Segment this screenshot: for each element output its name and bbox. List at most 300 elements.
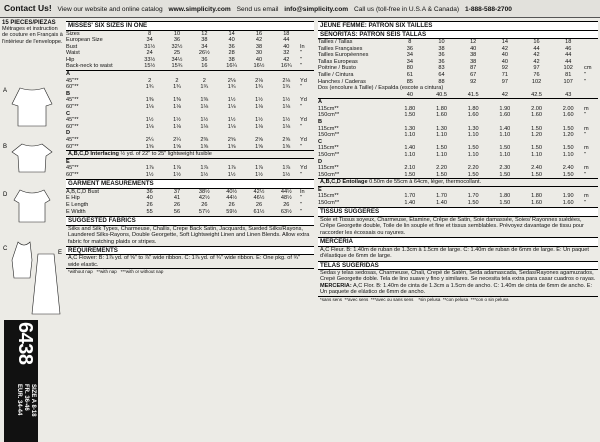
cell-value: 1½ (200, 171, 209, 178)
cell-value: 34 (146, 37, 153, 44)
cell-value: 1½ (173, 117, 181, 124)
cell-value: 1.50 (404, 112, 416, 119)
table-row (318, 52, 598, 59)
row-label: Back-neck to waist (66, 63, 113, 70)
dos-value: 42.5 (531, 91, 542, 98)
cell-value: 36 (173, 37, 181, 44)
table-row (318, 112, 598, 119)
cell-value: 1⅞ (282, 165, 291, 172)
row-label: Poitrine / Busto (318, 65, 356, 72)
cell-value: 2 (202, 77, 206, 84)
cell-value: 107 (563, 78, 573, 85)
row-label: Sizes (66, 30, 80, 37)
cell-value: 42 (533, 52, 540, 59)
cell-value: 1.40 (436, 199, 447, 206)
view-label: E (318, 186, 322, 193)
view-label: C (66, 110, 71, 117)
cell-value: 25 (173, 50, 181, 57)
jeune-femme-panel (318, 20, 598, 303)
row-label: 150cm** (318, 199, 340, 206)
unit-label: " (299, 202, 302, 209)
cell-value: 1¾ (282, 84, 291, 91)
row-label: A,B,C,D Bust (66, 188, 99, 195)
cell-value: 1⅝ (145, 143, 154, 150)
cell-value: 64 (438, 71, 445, 78)
cell-value: 1.50 (531, 171, 542, 178)
view-d-top-sketch (14, 190, 50, 222)
cell-value: 34 (201, 43, 208, 50)
cell-value: 1.50 (467, 171, 479, 178)
cell-value: 40 (283, 43, 290, 50)
cell-value: 2 (175, 77, 179, 84)
cell-value: 1⅞ (200, 165, 209, 172)
cell-value: 2 (148, 77, 152, 84)
cell-value: 2⅝ (227, 137, 236, 143)
row-label: 150cm** (318, 112, 340, 119)
cell-value: 1⅜ (200, 97, 209, 104)
misses-size-chart (66, 31, 314, 71)
cell-value: 1.10 (499, 132, 511, 139)
cell-value: 48½ (280, 195, 292, 202)
misses-panel (66, 20, 314, 276)
cell-value: 40 (501, 58, 508, 65)
cell-value: 1⅝ (173, 143, 181, 150)
unit-label: m (584, 145, 589, 152)
view-label: D (318, 158, 323, 165)
cell-value: 31½ (144, 43, 156, 50)
misses-yardage (66, 71, 314, 150)
cell-value: 1.10 (436, 132, 447, 139)
cell-value: 38 (255, 43, 263, 50)
cell-value: 10 (438, 39, 445, 45)
unit-label: m (584, 105, 589, 112)
cell-value: 44½ (280, 188, 292, 195)
table-row (318, 200, 598, 207)
cell-value: 1.10 (562, 151, 574, 158)
cell-value: 38 (470, 58, 477, 65)
dos-value: 43 (565, 91, 572, 98)
table-row (318, 46, 598, 53)
cell-value: 67 (470, 71, 477, 78)
garment-measurements-header: GARMENT MEASUREMENTS (66, 179, 314, 189)
cell-value: 30 (255, 50, 263, 57)
row-label: 115cm** (318, 145, 339, 152)
unit-label (300, 37, 314, 44)
cell-value: 40 (228, 37, 235, 44)
table-row (318, 59, 598, 66)
cell-value: 16½ (253, 63, 265, 70)
cell-value: 38 (438, 45, 445, 52)
cell-value: 24 (146, 50, 153, 57)
cell-value: 1⅞ (227, 165, 236, 172)
cell-value: 38 (228, 56, 235, 63)
cell-value: 16¼ (226, 63, 238, 70)
view-a-top-sketch (12, 88, 52, 126)
table-row (318, 39, 598, 46)
unit-label: " (584, 78, 587, 85)
view-letter-a: A (3, 88, 8, 94)
cell-value: 36 (438, 58, 445, 65)
cell-value: 1⅜ (145, 97, 154, 104)
cell-value: 38½ (198, 188, 210, 195)
cell-value: 1⅛ (145, 123, 154, 130)
cell-value: 40½ (226, 188, 238, 195)
cell-value: 1.10 (436, 151, 447, 158)
pattern-size-label: SIZE A 8-18 (30, 384, 36, 417)
unit-label: " (299, 84, 302, 91)
cell-value: 2⅛ (255, 77, 263, 84)
cell-value: 15½ (144, 63, 156, 70)
cell-value: 2⅝ (255, 137, 263, 143)
requirements-header: REQUIREMENTS (66, 246, 314, 256)
footnote-avec-sens: **avec sens (344, 296, 369, 302)
cell-value: 26 (228, 202, 235, 209)
cell-value: 1.50 (467, 199, 479, 206)
row-label: 45"** (66, 165, 79, 172)
cell-value: 1.10 (467, 132, 479, 139)
cell-value: 1.20 (562, 132, 574, 139)
cell-value: 26 (255, 202, 263, 209)
row-label: Bust (66, 43, 78, 50)
cell-value: 88 (438, 78, 445, 85)
interfacing-label: A,B,C,D Interfacing (68, 151, 119, 158)
unit-label: Yd (299, 97, 307, 104)
cell-value: 1.50 (531, 125, 542, 132)
cell-value: 1½ (255, 97, 263, 104)
cell-value: 44 (565, 58, 572, 65)
table-row (318, 79, 598, 86)
cell-value: 42½ (198, 195, 210, 202)
row-label: E Hip (66, 195, 80, 202)
cell-value: 1½ (200, 117, 209, 124)
cell-value: 2.00 (531, 105, 542, 112)
pattern-number: 6438 (14, 322, 36, 365)
cell-value: 36 (146, 188, 153, 195)
cell-value: 12 (470, 39, 477, 45)
cell-value: 1.10 (467, 151, 479, 158)
table-row (66, 124, 314, 131)
unit-label: m (584, 165, 589, 172)
cell-value: 2⅛ (282, 77, 291, 84)
table-row (318, 172, 598, 179)
footnote-with-nap: **with nap (96, 269, 117, 275)
cell-value: 87 (470, 65, 477, 72)
cell-value: 26 (146, 202, 153, 209)
cell-value: 1.50 (562, 125, 574, 132)
cell-value: 40 (470, 45, 477, 52)
cell-value: 1.80 (436, 105, 447, 112)
suggested-fabrics-text: Silks and Silk Types, Charmeuse, Challis, Crepe Back Satin, Jacquards, Sueded Silks/Rayons, Laundered Silks-Rayons, Double Georgette, Soft Lightweight Linen and Linen Blends. Allow extra fabric for matching plaids or stripes. (68, 225, 310, 245)
row-label: Tallas Europeas (318, 58, 358, 65)
cell-value: 1.90 (499, 105, 511, 112)
cell-value: 8 (148, 30, 152, 37)
row-label: Hanches / Caderas (318, 78, 366, 85)
cell-value: 33½ (144, 56, 156, 63)
merceria-text: A,C Flor. B: 1.40m de cinta de 1.3cm a 1.5cm de ancho. C: 1.40m de cinta de 6mm de ancho. E: Un paquete de elástico de 6mm de ancho. (320, 282, 593, 296)
table-row (318, 193, 598, 200)
table-row (66, 63, 314, 70)
row-label: 150cm** (318, 171, 340, 178)
footnote-avec-ou-sans-sens: ***avec ou sans sens (370, 296, 414, 302)
cell-value: 28 (228, 50, 235, 57)
cell-value: 1.60 (467, 112, 479, 119)
dos-row (318, 92, 598, 99)
cell-value: 1.60 (499, 112, 511, 119)
cell-value: 71 (501, 71, 508, 78)
table-row (66, 195, 314, 202)
cell-value: 2.40 (562, 165, 574, 172)
cell-value: 44 (533, 45, 540, 52)
table-row (66, 37, 314, 44)
unit-label: " (299, 195, 302, 202)
cell-value: 1⅛ (282, 104, 291, 111)
cell-value: 76 (533, 71, 540, 78)
unit-label: " (584, 112, 587, 119)
row-label: Tailles Européennes (318, 52, 369, 59)
cell-value: 1⅞ (145, 165, 154, 172)
cell-value: 26 (201, 202, 208, 209)
pieces-title: 15 PIECES/PIEZAS (2, 20, 56, 26)
cell-value: 2¼ (145, 137, 154, 143)
jeune-footnotes (318, 297, 598, 303)
cell-value: 61½ (253, 208, 265, 215)
view-label: A (66, 71, 71, 78)
cell-value: 1½ (145, 171, 154, 178)
cell-value: 38 (470, 52, 477, 59)
cell-value: 12 (201, 30, 208, 37)
unit-label: " (584, 199, 587, 206)
cell-value: 83 (438, 65, 445, 72)
cell-value: 1¾ (145, 84, 154, 91)
cell-value: 2.10 (404, 165, 416, 172)
cell-value: 1.20 (531, 132, 542, 139)
table-row (318, 145, 598, 152)
table-row (318, 165, 598, 172)
cell-value: 1⅝ (200, 143, 209, 150)
cell-value: 1.10 (531, 151, 542, 158)
row-label: 115cm** (318, 105, 339, 112)
dos-label: Dos (encolure à Taille) / Espalda (escote a cintura) (318, 85, 444, 92)
cell-value: 2.20 (436, 165, 447, 172)
cell-value: 1¾ (173, 84, 181, 91)
table-row (66, 189, 314, 196)
cell-value: 1.40 (404, 145, 416, 152)
cell-value: 36 (438, 52, 445, 59)
cell-value: 1⅛ (145, 104, 154, 111)
row-label: E Width (66, 208, 86, 215)
cell-value: 2.30 (499, 165, 511, 172)
footnote-con-pelusa: **con pelusa (442, 296, 469, 302)
cell-value: 37 (173, 188, 181, 195)
table-row (66, 97, 314, 104)
dos-value: 42 (501, 91, 508, 98)
cell-value: 1.50 (499, 199, 511, 206)
cell-value: 2⅛ (227, 77, 236, 84)
cell-value: 55 (146, 208, 153, 215)
view-letter-e: E (58, 250, 63, 256)
cell-value: 1.60 (562, 112, 574, 119)
cell-value: 1⅛ (227, 104, 236, 111)
cell-value: 1¾ (255, 84, 263, 91)
dos-value: 41.5 (467, 91, 479, 98)
cell-value: 102 (531, 78, 542, 85)
cell-value: 1.50 (562, 171, 574, 178)
cell-value: 1.70 (467, 193, 479, 200)
view-letter-b: B (3, 144, 8, 150)
cell-value: 1.70 (436, 193, 447, 200)
cell-value: 46 (565, 45, 572, 52)
cell-value: 1¾ (200, 84, 209, 91)
tissus-header: TISSUS SUGGERES (318, 207, 598, 217)
unit-label: m (584, 125, 589, 132)
cell-value: 85 (406, 78, 413, 85)
entoilage-label: A,B,C,D Entoilage (320, 179, 368, 186)
cell-value: 15¾ (171, 63, 183, 70)
unit-label: " (299, 104, 302, 111)
cell-value: 16¾ (280, 63, 292, 70)
contact-title: Contact Us! (4, 3, 52, 13)
cell-value: 16 (201, 63, 208, 70)
row-label: 115cm** (318, 193, 339, 200)
unit-label: " (299, 50, 302, 57)
table-row (66, 137, 314, 144)
cell-value: 32 (283, 50, 290, 57)
jeune-size-chart (318, 39, 598, 85)
table-row (66, 144, 314, 151)
view-label: E (66, 158, 70, 165)
table-row (66, 84, 314, 91)
row-label: 60"** (66, 171, 79, 178)
cell-value: 42½ (253, 188, 265, 195)
cell-value: 1⅛ (173, 104, 181, 111)
telas-text: Sedas y telas sedosas, Charmeuse, Chali, Crepé de Satén, Seda adamascada, Sedas/Rayones agamuzados, Crepé Georgette doble. Tela de lino suave y fino y similares. Se necesita tela extra para casar cuadros o rayas. (320, 270, 596, 283)
cell-value: 1⅛ (282, 123, 291, 130)
unit-label: " (584, 132, 587, 139)
cell-value: 1⅝ (227, 143, 236, 150)
unit-label (584, 46, 598, 53)
view-label: A (318, 99, 323, 106)
jeune-view-e (318, 187, 598, 207)
unit-label: Yd (299, 77, 307, 84)
pattern-fr-label: FR. 36-46 (23, 384, 29, 411)
table-row (318, 132, 598, 139)
table-row (318, 72, 598, 79)
row-label: 115cm** (318, 125, 339, 132)
table-row (66, 50, 314, 57)
cell-value: 2.00 (562, 105, 574, 112)
cell-value: 1.70 (404, 193, 416, 200)
pattern-number-stamp (4, 320, 38, 442)
cell-value: 97 (501, 78, 508, 85)
table-row (66, 44, 314, 51)
unit-label: Yd (299, 165, 307, 172)
table-row (66, 117, 314, 124)
cell-value: 1½ (255, 117, 263, 124)
cell-value: 1.50 (436, 145, 447, 152)
mercerie-header: MERCERIA (318, 237, 598, 247)
cell-value: 1.50 (562, 145, 574, 152)
cell-value: 1.80 (499, 193, 511, 200)
interfacing-text: ½ yd. of 22" to 25" lightweight fusible (120, 151, 212, 158)
cell-value: 34 (406, 52, 413, 59)
misses-header: MISSES' SIX SIZES IN ONE (66, 21, 314, 31)
row-label: European Size (66, 37, 103, 44)
row-label: 115cm** (318, 165, 339, 172)
table-row (318, 152, 598, 159)
unit-label: " (299, 171, 302, 178)
row-label: 60"** (66, 123, 79, 130)
cell-value: 1⅛ (173, 123, 181, 130)
contact-line-website: View our website and online catalog (57, 6, 163, 13)
row-label: 60"** (66, 104, 79, 111)
table-row (66, 202, 314, 209)
row-label: Taille / Cintura (318, 71, 354, 78)
cell-value: 2⅝ (282, 137, 291, 143)
garment-measurements (66, 189, 314, 215)
cell-value: 2¼ (173, 137, 181, 143)
cell-value: 1.80 (531, 193, 542, 200)
cell-value: 1⅛ (255, 123, 263, 130)
cell-value: 1⅝ (255, 143, 263, 150)
cell-value: 1⅞ (173, 165, 181, 172)
table-row (66, 78, 314, 85)
website-link[interactable]: www.simplicity.com (168, 6, 231, 13)
cell-value: 1⅛ (227, 123, 236, 130)
cell-value: 26 (283, 202, 290, 209)
cell-value: 14 (228, 30, 235, 37)
row-label: Hip (66, 56, 75, 63)
cell-value: 1.10 (404, 151, 416, 158)
row-label: 45"** (66, 77, 79, 84)
cell-value: 32½ (171, 43, 183, 50)
cell-value: 16 (255, 30, 263, 37)
cell-value: 1.80 (467, 105, 479, 112)
unit-label: " (584, 71, 587, 78)
unit-label: m (584, 193, 589, 200)
view-label: C (318, 138, 323, 145)
cell-value: 26 (173, 202, 181, 209)
cell-value: 8 (408, 39, 412, 45)
cell-value: 80 (406, 65, 413, 72)
cell-value: 1.10 (499, 151, 511, 158)
cell-value: 1.40 (499, 125, 511, 132)
cell-value: 1½ (173, 171, 181, 178)
cell-value: 1.50 (404, 171, 416, 178)
cell-value: 1.30 (436, 125, 447, 132)
cell-value: 1.30 (404, 125, 416, 132)
unit-label: " (299, 56, 302, 63)
cell-value: 63½ (280, 208, 292, 215)
cell-value: 18 (565, 39, 572, 45)
merceria-label: MERCERIA: (320, 282, 352, 289)
cell-value: 1⅞ (255, 165, 263, 172)
unit-label: " (299, 123, 302, 130)
contact-line-phone: Call us (toll-free in U.S.A & Canada) (353, 6, 460, 13)
cell-value: 1½ (282, 117, 291, 124)
cell-value: 34 (406, 58, 413, 65)
unit-label: Yd (299, 137, 307, 143)
footnote-without-nap: *without nap (68, 269, 93, 275)
email-link[interactable]: info@simplicity.com (284, 6, 349, 13)
merceria-line (318, 283, 598, 296)
unit-label: " (299, 143, 302, 150)
row-label: 60"** (66, 84, 79, 91)
cell-value: 1.90 (562, 193, 574, 200)
row-label: 150cm** (318, 151, 340, 158)
table-row (318, 106, 598, 113)
cell-value: 1.30 (467, 125, 479, 132)
entoilage-text: 0.50m de 55cm à 64cm, léger, thermocollant. (369, 179, 482, 186)
